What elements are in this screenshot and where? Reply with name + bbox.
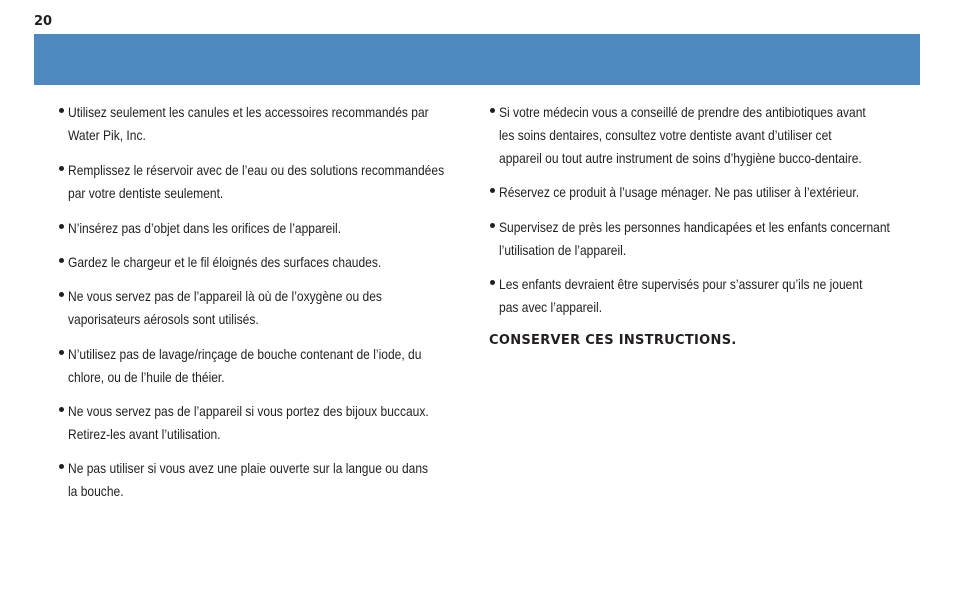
bullet-text-line: pas avec l’appareil. <box>499 299 603 315</box>
bullet-text-line: la bouche. <box>68 483 124 499</box>
bullet-icon <box>490 108 495 113</box>
closing-heading: CONSERVER CES INSTRUCTIONS. <box>489 333 737 348</box>
bullet-text-line: vaporisateurs aérosols sont utilisés. <box>68 311 259 327</box>
bullet-icon <box>490 223 495 228</box>
bullet-icon <box>59 166 64 171</box>
bullet-text-line: Si votre médecin vous a conseillé de prendre des antibiotiques avant <box>499 104 866 120</box>
bullet-text-line: chlore, ou de l’huile de théier. <box>68 369 225 385</box>
bullet-text-line: Utilisez seulement les canules et les accessoires recommandés par <box>68 104 429 120</box>
bullet-icon <box>59 224 64 229</box>
bullet-text-line: Water Pik, Inc. <box>68 127 146 143</box>
bullet-icon <box>59 292 64 297</box>
bullet-text-line: Ne vous servez pas de l’appareil si vous portez des bijoux buccaux. <box>68 403 429 419</box>
bullet-icon <box>59 350 64 355</box>
bullet-text-line: N’insérez pas d’objet dans les orifices de l’appareil. <box>68 220 342 236</box>
header-band <box>34 34 920 85</box>
bullet-text-line: Retirez-les avant l’utilisation. <box>68 426 221 442</box>
bullet-text-line: N’utilisez pas de lavage/rinçage de bouche contenant de l’iode, du <box>68 346 422 362</box>
bullet-text-line: appareil ou tout autre instrument de soins d’hygiène bucco-dentaire. <box>499 150 862 166</box>
page-number: 20 <box>34 14 53 29</box>
bullet-icon <box>490 188 495 193</box>
bullet-text-line: Réservez ce produit à l’usage ménager. Ne pas utiliser à l’extérieur. <box>499 184 860 200</box>
bullet-text-line: Les enfants devraient être supervisés pour s’assurer qu’ils ne jouent <box>499 276 863 292</box>
bullet-text-line: Ne vous servez pas de l’appareil là où de l’oxygène ou des <box>68 288 382 304</box>
bullet-text-line: Ne pas utiliser si vous avez une plaie ouverte sur la langue ou dans <box>68 460 429 476</box>
bullet-icon <box>59 464 64 469</box>
bullet-text-line: l’utilisation de l’appareil. <box>499 242 627 258</box>
bullet-icon <box>490 280 495 285</box>
bullet-icon <box>59 108 64 113</box>
bullet-text-line: par votre dentiste seulement. <box>68 185 224 201</box>
bullet-icon <box>59 407 64 412</box>
bullet-text-line: Remplissez le réservoir avec de l’eau ou des solutions recommandées <box>68 162 445 178</box>
bullet-text-line: les soins dentaires, consultez votre dentiste avant d’utiliser cet <box>499 127 832 143</box>
bullet-text-line: Supervisez de près les personnes handicapées et les enfants concernant <box>499 219 890 235</box>
bullet-icon <box>59 258 64 263</box>
bullet-text-line: Gardez le chargeur et le fil éloignés des surfaces chaudes. <box>68 254 382 270</box>
